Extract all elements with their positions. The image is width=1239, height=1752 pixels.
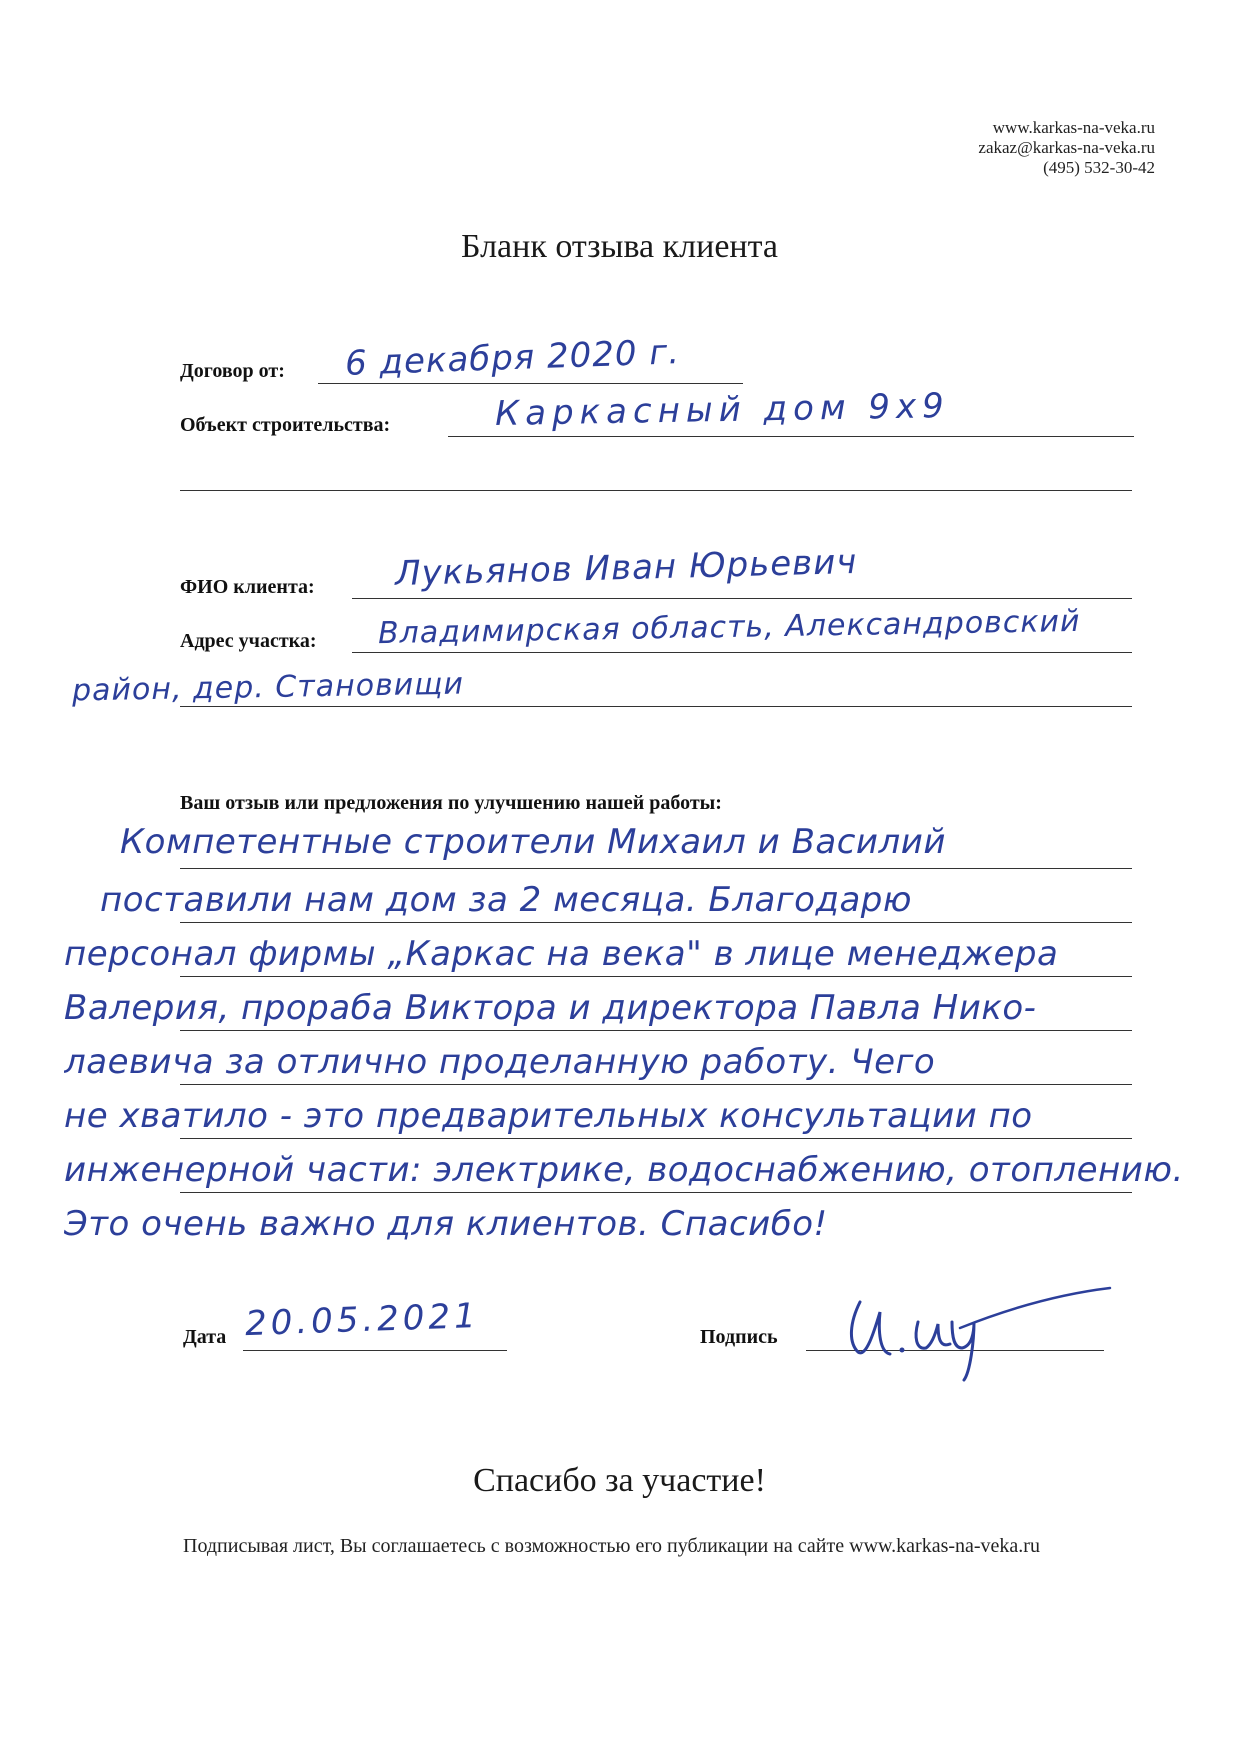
date-label: Дата (183, 1326, 227, 1348)
review-rule-1 (180, 868, 1132, 869)
review-text-line: инженерной части: электрике, водоснабжению, отоплению. (64, 1150, 1184, 1190)
date-value: 20.05.2021 (244, 1295, 481, 1345)
client-label: ФИО клиента: (180, 576, 315, 598)
thanks-heading: Спасибо за участие! (473, 1462, 766, 1499)
address-value-1: Владимирская область, Александровский (377, 603, 1081, 652)
contract-label: Договор от: (180, 360, 285, 382)
contract-line (318, 383, 743, 384)
form-title: Бланк отзыва клиента (461, 228, 778, 265)
signature-image (840, 1282, 1120, 1382)
address-line-2 (180, 706, 1132, 707)
review-text-line: Компетентные строители Михаил и Василий (120, 822, 946, 862)
email-text: zakaz@karkas-na-veka.ru (978, 138, 1155, 157)
review-text-line: поставили нам дом за 2 месяца. Благодарю (100, 880, 912, 920)
signature-label: Подпись (700, 1326, 778, 1348)
object-line (448, 436, 1134, 437)
object-extra-line (180, 490, 1132, 491)
consent-text: Подписывая лист, Вы соглашаетесь с возможностью его публикации на сайте www.karkas-na-veka.ru (183, 1535, 1040, 1557)
review-rule-2 (180, 922, 1132, 923)
review-label: Ваш отзыв или предложения по улучшению нашей работы: (180, 792, 722, 814)
website-text: www.karkas-na-veka.ru (992, 118, 1155, 137)
company-contacts (978, 118, 1155, 178)
contract-value: 6 декабря 2020 г. (344, 332, 681, 384)
object-value: Каркасный дом 9х9 (494, 386, 951, 434)
object-label: Объект строительства: (180, 414, 391, 436)
client-value: Лукьянов Иван Юрьевич (394, 541, 858, 595)
address-line-1 (352, 652, 1132, 653)
review-text-line: Это очень важно для клиентов. Спасибо! (64, 1204, 828, 1244)
review-rule-4 (180, 1030, 1132, 1031)
review-rule-5 (180, 1084, 1132, 1085)
review-text-line: не хватило - это предварительных консультации по (64, 1096, 1033, 1136)
address-value-2: район, дер. Становищи (71, 666, 465, 709)
review-rule-6 (180, 1138, 1132, 1139)
client-line (352, 598, 1132, 599)
review-rule-7 (180, 1192, 1132, 1193)
review-text-line: Валерия, прораба Виктора и директора Павла Нико- (64, 988, 1037, 1028)
review-text-line: персонал фирмы „Каркас на века" в лице менеджера (64, 934, 1059, 974)
review-text-line: лаевича за отлично проделанную работу. Чего (64, 1042, 936, 1082)
address-label: Адрес участка: (180, 630, 317, 652)
phone-text: (495) 532-30-42 (1043, 158, 1155, 177)
review-rule-3 (180, 976, 1132, 977)
date-line (243, 1350, 507, 1351)
